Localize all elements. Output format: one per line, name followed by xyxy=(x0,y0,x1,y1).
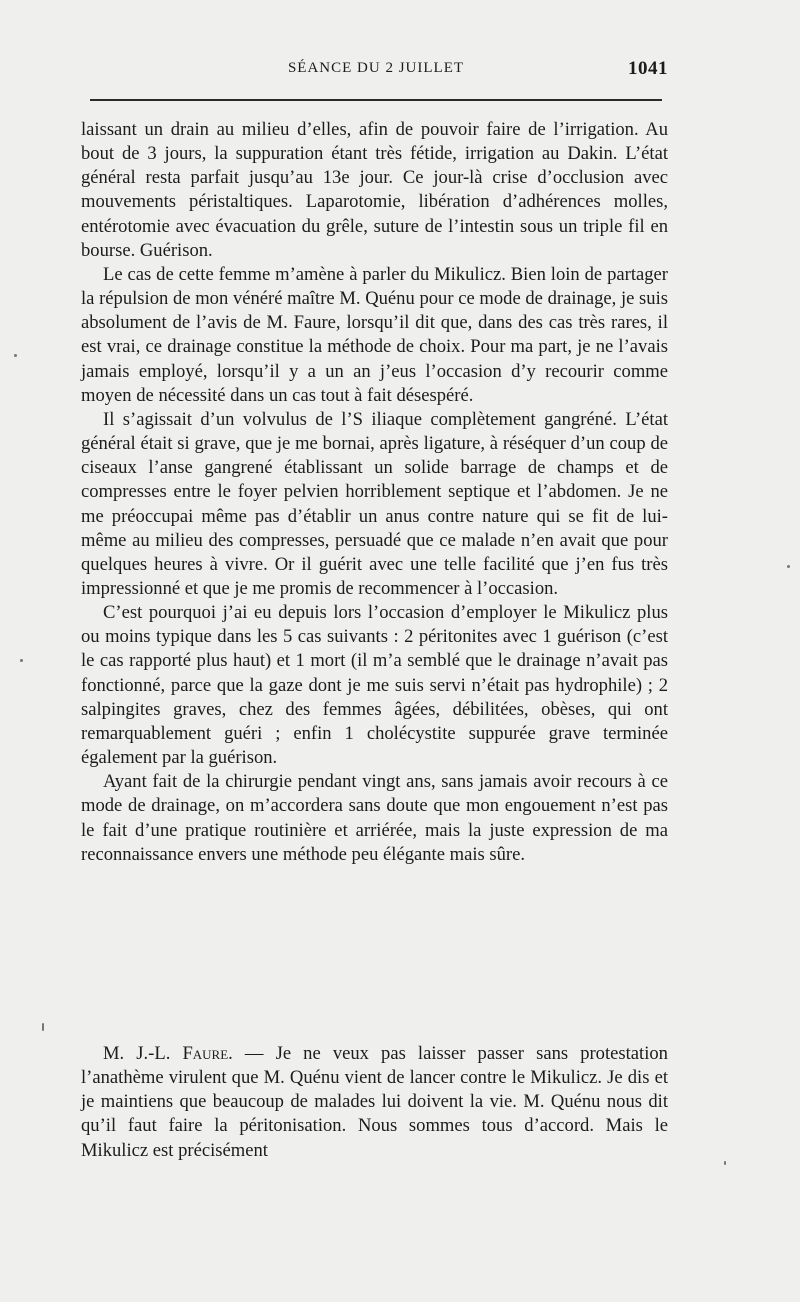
paragraph-five-cases: C’est pourquoi j’ai eu depuis lors l’occasion d’employer le Mikulicz plus ou moins typique dans les 5 cas suivants : 2 péritonites avec 1 guérison (c’est le cas rapporté plus haut) et 1 mort (il m’a semblé que le drainage n’avait pas fonctionné, parce que la gaze dont je me suis servi n’était pas hydrophile) ; 2 salpingites graves, chez des femmes âgées, débilitées, obèses, qui ont remarquablement guéri ; enfin 1 cholécystite suppurée grave terminée également par la guérison. xyxy=(81,602,668,769)
print-speck xyxy=(14,354,17,357)
paragraph-volvulus-case: Il s’agissait d’un volvulus de l’S iliaque complètement gangréné. L’état général était si grave, que je me bornai, après ligature, à réséquer d’un coup de ciseaux l’anse gangrené établissant un solide barrage de champs et de compresses entre le foyer pelvien horriblement septique et l’abdomen. Je ne me préoccupai même pas d’établir un anus contre nature qui se fit de lui-même au milieu des compresses, persuadé que ce malade n’en avait que pour quelques heures à vivre. Or il guérit avec une telle facilité que j’en fus très impressionné et que je me promis de recommencer à l’occasion. xyxy=(81,408,668,599)
paragraph-conclusion: Ayant fait de la chirurgie pendant vingt ans, sans jamais avoir recours à ce mode de drainage, on m’accordera sans doute que mon engouement n’est pas le fait d’une pratique routinière et arriérée, mais la juste expression de ma reconnaissance envers une méthode peu élégante mais sûre. xyxy=(81,771,668,865)
paragraph-mikulicz-opinion: Le cas de cette femme m’amène à parler du Mikulicz. Bien loin de partager la répulsion de mon vénéré maître M. Quénu pour ce mode de drainage, je suis absolument de l’avis de M. Faure, lorsqu’il dit que, dans des cas très rares, il est vrai, ce drainage constitue la méthode de choix. Pour ma part, je ne l’avais jamais employé, lorsqu’il y a un an j’eus l’occasion d’y recourir comme moyen de nécessité dans un cas tout à fait désespéré. xyxy=(81,263,668,406)
page-number: 1041 xyxy=(628,58,668,79)
header-rule xyxy=(90,99,662,101)
print-speck xyxy=(724,1161,726,1165)
print-speck xyxy=(20,659,23,662)
intervention-block xyxy=(81,1042,668,1163)
print-speck xyxy=(42,1023,44,1031)
intervention-text: — Je ne veux pas laisser passer sans protestation l’anathème virulent que M. Quénu vient de lancer contre le Mikulicz. Je dis et je maintiens que beaucoup de malades lui doivent la vie. M. Quénu nous dit qu’il faut faire la péritonisation. Nous sommes tous d’accord. Mais le Mikulicz est précisément xyxy=(81,1043,668,1161)
page-header xyxy=(82,60,670,86)
running-title: SÉANCE DU 2 JUILLET xyxy=(287,60,465,76)
paragraph-continuation: laissant un drain au milieu d’elles, afin de pouvoir faire de l’irrigation. Au bout de 3 jours, la suppuration étant très fétide, irrigation au Dakin. L’état général resta parfait jusqu’au 13e jour. Ce jour-là crise d’occlusion avec mouvements péristaltiques. Laparotomie, libération d’adhérences molles, entérotomie avec évacuation du grêle, suture de l’intestin sous un triple fil en bourse. Guérison. xyxy=(81,119,668,261)
speaker-name: M. J.-L. Faure. xyxy=(103,1043,233,1064)
main-text xyxy=(81,118,668,867)
print-speck xyxy=(787,565,790,568)
intervention-paragraph xyxy=(81,1042,668,1163)
